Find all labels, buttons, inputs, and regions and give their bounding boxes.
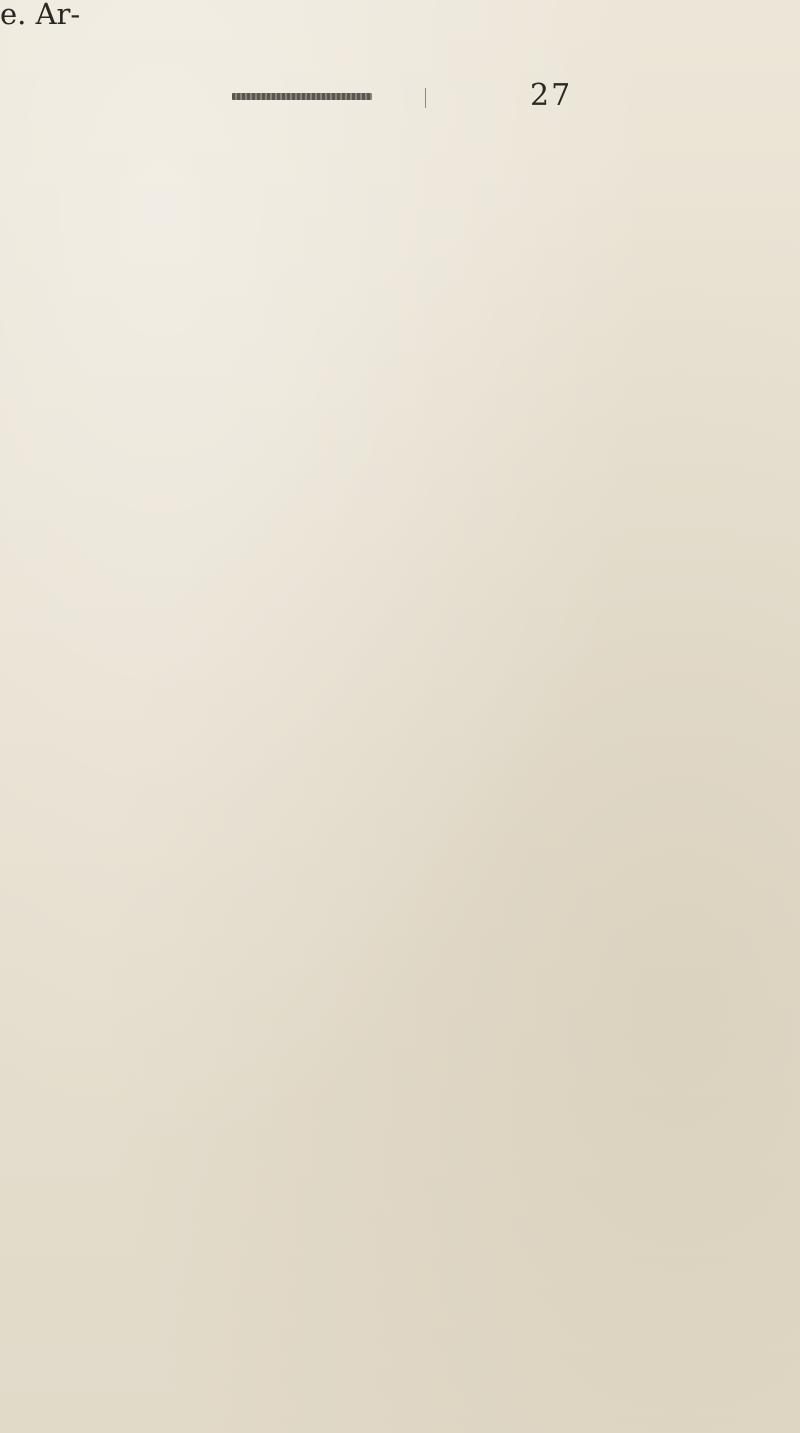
catchword: e. Ar- (0, 0, 81, 31)
page-number: 27 (530, 78, 573, 113)
header-divider-mark (425, 88, 426, 108)
header-ornament-rule (232, 93, 372, 100)
